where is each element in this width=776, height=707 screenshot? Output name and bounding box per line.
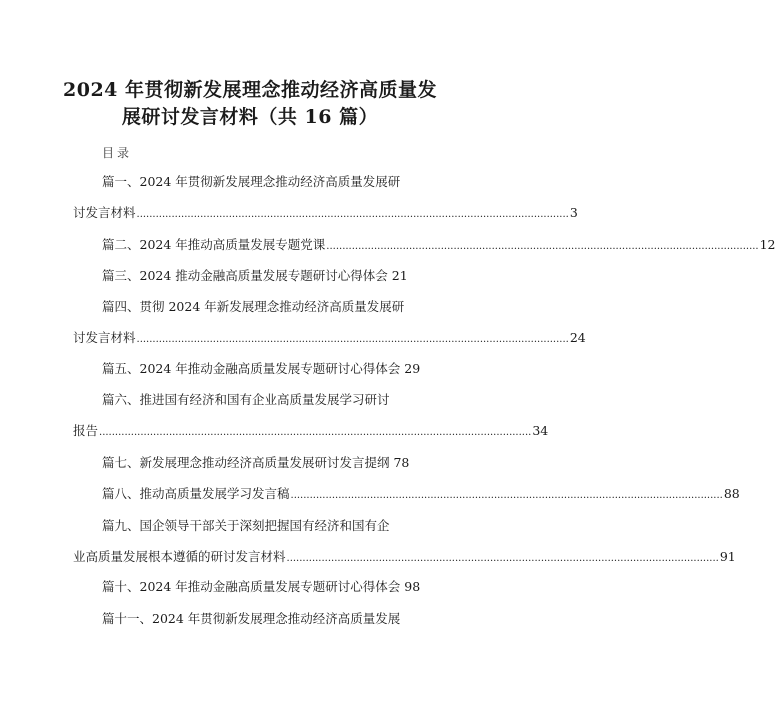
toc-entry-9-line-1[interactable] <box>102 516 412 534</box>
toc-entry-11-line-1[interactable] <box>102 609 412 627</box>
toc-entry-9-line-2[interactable] <box>73 547 736 565</box>
toc-page-number: 91 <box>719 549 736 564</box>
toc-heading: 目录 <box>102 146 133 160</box>
toc-entry-10[interactable] <box>102 577 421 595</box>
toc-entry-3[interactable] <box>102 266 412 284</box>
toc-entry-8[interactable] <box>102 484 740 502</box>
toc-leader-dots: ........................................................................................................................................ <box>136 209 569 220</box>
toc-entry-4-line-2[interactable] <box>73 328 586 346</box>
toc-page-number: 3 <box>569 205 578 220</box>
toc-page-number: 88 <box>723 486 740 501</box>
toc-entry-text: 篇二、2024 年推动高质量发展专题党课 <box>102 237 326 252</box>
toc-leader-dots: ........................................................................................................................................ <box>99 427 532 438</box>
toc-entry-text: 篇七、新发展理念推动经济高质量发展研讨发言提纲 78 <box>102 455 410 470</box>
toc-page-number: 34 <box>532 423 549 438</box>
toc-entry-text: 业高质量发展根本遵循的研讨发言材料 <box>73 549 286 564</box>
toc-entry-5[interactable] <box>102 359 421 377</box>
toc-leader-dots: ........................................................................................................................................ <box>286 553 719 564</box>
toc-entry-text: 篇五、2024 年推动金融高质量发展专题研讨心得体会 29 <box>102 361 421 376</box>
toc-entry-text: 篇九、国企领导干部关于深刻把握国有经济和国有企 <box>102 518 390 533</box>
toc-entry-text: 篇四、贯彻 2024 年新发展理念推动经济高质量发展研 <box>102 299 405 314</box>
toc-page-number: 24 <box>569 330 586 345</box>
toc-entry-text: 篇十、2024 年推动金融高质量发展专题研讨心得体会 98 <box>102 579 421 594</box>
toc-entry-text: 报告 <box>73 423 99 438</box>
toc-entry-1-line-1[interactable] <box>102 172 412 190</box>
toc-entry-text: 讨发言材料 <box>73 330 136 345</box>
toc-leader-dots: ........................................................................................................................................ <box>326 241 759 252</box>
toc-entry-2[interactable] <box>102 235 776 253</box>
toc-entry-text: 篇三、2024 推动金融高质量发展专题研讨心得体会 21 <box>102 268 408 283</box>
toc-leader-dots: ........................................................................................................................................ <box>136 334 569 345</box>
toc-entry-text: 篇十一、2024 年贯彻新发展理念推动经济高质量发展 <box>102 611 401 626</box>
document-title-line-2: 展研讨发言材料（共 16 篇） <box>121 106 379 128</box>
toc-entry-7[interactable] <box>102 453 412 471</box>
toc-entry-6-line-1[interactable] <box>102 390 412 408</box>
toc-entry-text: 篇一、2024 年贯彻新发展理念推动经济高质量发展研 <box>102 174 401 189</box>
toc-entry-text: 篇六、推进国有经济和国有企业高质量发展学习研讨 <box>102 392 390 407</box>
document-title-line-1: 2024 年贯彻新发展理念推动经济高质量发 <box>63 79 437 101</box>
toc-entry-4-line-1[interactable] <box>102 297 412 315</box>
toc-page-number: 12 <box>759 237 776 252</box>
toc-leader-dots: ........................................................................................................................................ <box>290 490 723 501</box>
toc-entry-text: 讨发言材料 <box>73 205 136 220</box>
toc-entry-text: 篇八、推动高质量发展学习发言稿 <box>102 486 290 501</box>
toc-entry-6-line-2[interactable] <box>73 421 549 439</box>
toc-entry-1-line-2[interactable] <box>73 203 578 221</box>
